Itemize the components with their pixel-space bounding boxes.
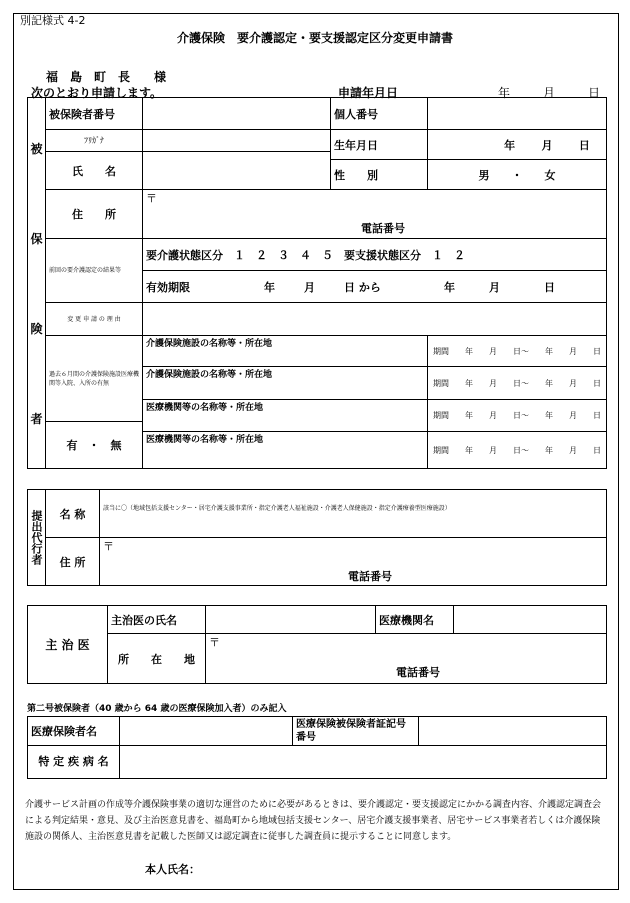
doctor-table: [27, 605, 607, 684]
address-label: 住 所: [46, 190, 143, 239]
doctor-name-label: 主治医の氏名: [108, 606, 206, 634]
doctor-name-field[interactable]: [206, 606, 376, 634]
personal-number-label: 個人番号: [331, 98, 428, 130]
institution-field[interactable]: [454, 606, 607, 634]
facility-1-label: 介護保険施設の名称等・所在地: [143, 336, 428, 367]
furigana-field[interactable]: [143, 130, 331, 152]
insured-side-label: 被 保 険 者: [28, 98, 46, 469]
yes-no-options[interactable]: 有 ・ 無: [46, 422, 143, 469]
application-month-unit: 月: [543, 86, 556, 100]
insured-number-label: 被保険者番号: [46, 98, 143, 130]
validity-field[interactable]: 有効期限 年 月 日 から 年 月 日: [143, 271, 607, 303]
personal-number-boxes[interactable]: [428, 98, 607, 130]
validity-label: 有効期限: [146, 280, 190, 294]
application-day-unit: 日: [588, 86, 601, 100]
facility-4-label: 医療機関等の名称等・所在地: [143, 432, 428, 469]
period-1[interactable]: 期間 年 月 日〜 年 月 日: [428, 336, 607, 367]
name-label: 氏 名: [46, 152, 143, 190]
cert-field[interactable]: [419, 717, 607, 746]
second-insured-heading: 第二号被保険者（40 歳から 64 歳の医療保険加入者）のみ記入: [27, 704, 287, 714]
insurer-field[interactable]: [120, 717, 293, 746]
disease-label: 特 定 疾 病 名: [28, 746, 120, 779]
form-code: 別記様式 4-2: [20, 14, 86, 27]
addressee: 福 島 町 長 様: [46, 70, 167, 84]
agent-side-label: 提出代行者: [28, 490, 46, 586]
agent-phone-label: 電話番号: [348, 570, 392, 583]
intro-text: 次のとおり申請します。: [31, 86, 163, 100]
postal-mark: 〒: [146, 192, 157, 205]
furigana-label: ﾌﾘｶﾞﾅ: [46, 130, 143, 152]
period-2[interactable]: 期間 年 月 日〜 年 月 日: [428, 367, 607, 400]
application-date-label: 申請年月日: [338, 86, 399, 100]
doctor-address-label: 所 在 地: [108, 634, 206, 684]
address-phone-label: 電話番号: [361, 222, 405, 235]
doctor-phone-label: 電話番号: [396, 666, 440, 679]
change-reason-field[interactable]: [143, 303, 607, 336]
care-level-options[interactable]: 要介護状態区分 １ ２ ３ ４ ５ 要支援状態区分 １ ２: [143, 239, 607, 271]
facility-2-label: 介護保険施設の名称等・所在地: [143, 367, 428, 400]
agent-postal-mark: 〒: [103, 540, 114, 553]
second-insured-table: [27, 716, 607, 779]
dob-label: 生年月日: [331, 130, 428, 160]
insurer-label: 医療保険者名: [28, 717, 120, 746]
agent-name-note: 該当に〇（地域包括支援センター・居宅介護支援事業所・指定介護老人福祉施設・介護老人保健施設・指定介護療養型医療施設）: [103, 505, 451, 512]
application-year-unit: 年: [498, 86, 511, 100]
agent-table: [27, 489, 607, 586]
signature-label: 本人氏名：: [145, 863, 200, 876]
consent-text: 介護サービス計画の作成等介護保険事業の適切な運営のために必要があるときは、要介護認定・要支援認定にかかる調査内容、介護認定調査会による判定結果・意見、及び主治医意見書を、福島町から地域包括支援センター、居宅介護支援事業者、居宅サービス事業者若しくは介護保険施設の関係人、主治医意見書を記載した医師又は認定調査に従事した調査員に提示することに同意します。: [25, 800, 602, 842]
doctor-address-field[interactable]: [206, 634, 607, 684]
sex-label: 性 別: [331, 160, 428, 190]
name-field[interactable]: [143, 152, 331, 190]
institution-label: 医療機関名: [376, 606, 454, 634]
period-3[interactable]: 期間 年 月 日〜 年 月 日: [428, 400, 607, 432]
disease-field[interactable]: [120, 746, 607, 779]
agent-name-field[interactable]: [100, 490, 607, 538]
agent-address-label: 住 所: [46, 538, 100, 586]
doctor-postal-mark: 〒: [209, 636, 220, 649]
facility-3-label: 医療機関等の名称等・所在地: [143, 400, 428, 432]
cert-label: 医療保険被保険者証記号番号: [293, 717, 419, 746]
insured-table: [27, 97, 607, 469]
doctor-label: 主 治 医: [28, 606, 108, 684]
agent-address-field[interactable]: [100, 538, 607, 586]
facility-history-label: 過去６月間の介護保険施設医療機関等入院、入所の有無: [46, 336, 143, 422]
sex-options[interactable]: 男 ・ 女: [428, 160, 607, 190]
insured-number-boxes[interactable]: [143, 98, 331, 130]
address-field[interactable]: [143, 190, 607, 239]
period-4[interactable]: 期間 年 月 日〜 年 月 日: [428, 432, 607, 469]
prev-cert-label: 前回の要介護認定の結果等: [46, 239, 143, 303]
agent-name-label: 名 称: [46, 490, 100, 538]
form-title: 介護保険 要介護認定・要支援認定区分変更申請書: [176, 31, 453, 45]
change-reason-label: 変 更 申 請 の 理 由: [46, 303, 143, 336]
dob-field[interactable]: 年 月 日: [428, 130, 607, 160]
